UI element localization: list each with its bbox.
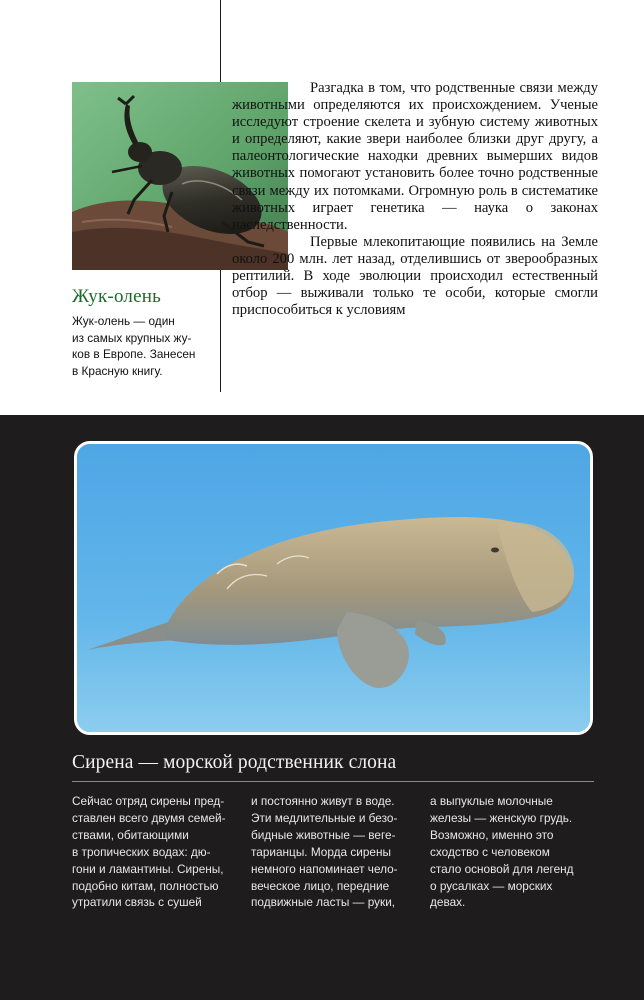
column-line: стало основой для легенд bbox=[430, 861, 574, 876]
beetle-caption-title: Жук-олень bbox=[72, 286, 161, 307]
section-title: Сирена — морской родственник слона bbox=[72, 752, 397, 773]
column-line: подобно китам, полностью bbox=[72, 878, 219, 893]
column-line: а выпуклые молочные bbox=[430, 794, 553, 808]
column-line: веческое лицо, передние bbox=[251, 878, 390, 893]
column-line: Сейчас отряд сирены пред- bbox=[72, 794, 225, 808]
column-line: в тропических водах: дю- bbox=[72, 844, 211, 859]
text-column-3 bbox=[430, 793, 590, 911]
dugong-photo bbox=[74, 441, 593, 735]
caption-line: из самых крупных жу- bbox=[72, 330, 192, 345]
column-line: девах. bbox=[430, 895, 466, 910]
caption-line: ков в Европе. Занесен bbox=[72, 347, 196, 361]
caption-line: в Красную книгу. bbox=[72, 363, 163, 378]
column-line: подвижные ласты — руки, bbox=[251, 895, 396, 910]
column-line: утратили связь с сушей bbox=[72, 895, 202, 910]
column-line: немного напоминает чело- bbox=[251, 861, 398, 876]
column-line: ставлен всего двумя семей- bbox=[72, 810, 226, 825]
column-line: Возможно, именно это bbox=[430, 827, 554, 842]
column-line: и постоянно живут в воде. bbox=[251, 794, 395, 808]
column-line: железы — женскую грудь. bbox=[430, 810, 573, 825]
caption-line: Жук-олень — один bbox=[72, 314, 175, 328]
section-divider bbox=[72, 781, 594, 782]
column-line: о русалках — морских bbox=[430, 878, 553, 893]
article-paragraph-2: Первые млекопитающие появились на Земле около 200 млн. лет назад, отделившись от зверообразных рептилий. В ходе эволюции происходил естественный отбор — выживали только те особи, которые смогли приспособиться к условиям bbox=[232, 233, 598, 319]
article-paragraph-1: Разгадка в том, что родственные связи между животными определяются их происхождением. Ученые исследуют строение скелета и зубную систему животных и определяют, какие звери наиболее близки друг другу, а палеонтологические находки древних вымерших видов животных помогают установить более точно родственные связи между их потомками. Огромную роль в систематике животных играет генетика — наука о законах наследственности. bbox=[232, 80, 598, 233]
text-column-2 bbox=[251, 793, 411, 911]
article-body bbox=[232, 80, 598, 319]
column-line: гони и ламантины. Сирены, bbox=[72, 861, 224, 876]
column-line: сходство с человеком bbox=[430, 844, 550, 859]
beetle-caption-text bbox=[72, 313, 212, 379]
column-line: Эти медлительные и безо- bbox=[251, 810, 398, 825]
column-line: тарианцы. Морда сирены bbox=[251, 844, 391, 859]
column-line: ствами, обитающими bbox=[72, 827, 189, 842]
column-line: бидные животные — веге- bbox=[251, 827, 396, 842]
text-column-1 bbox=[72, 793, 232, 911]
